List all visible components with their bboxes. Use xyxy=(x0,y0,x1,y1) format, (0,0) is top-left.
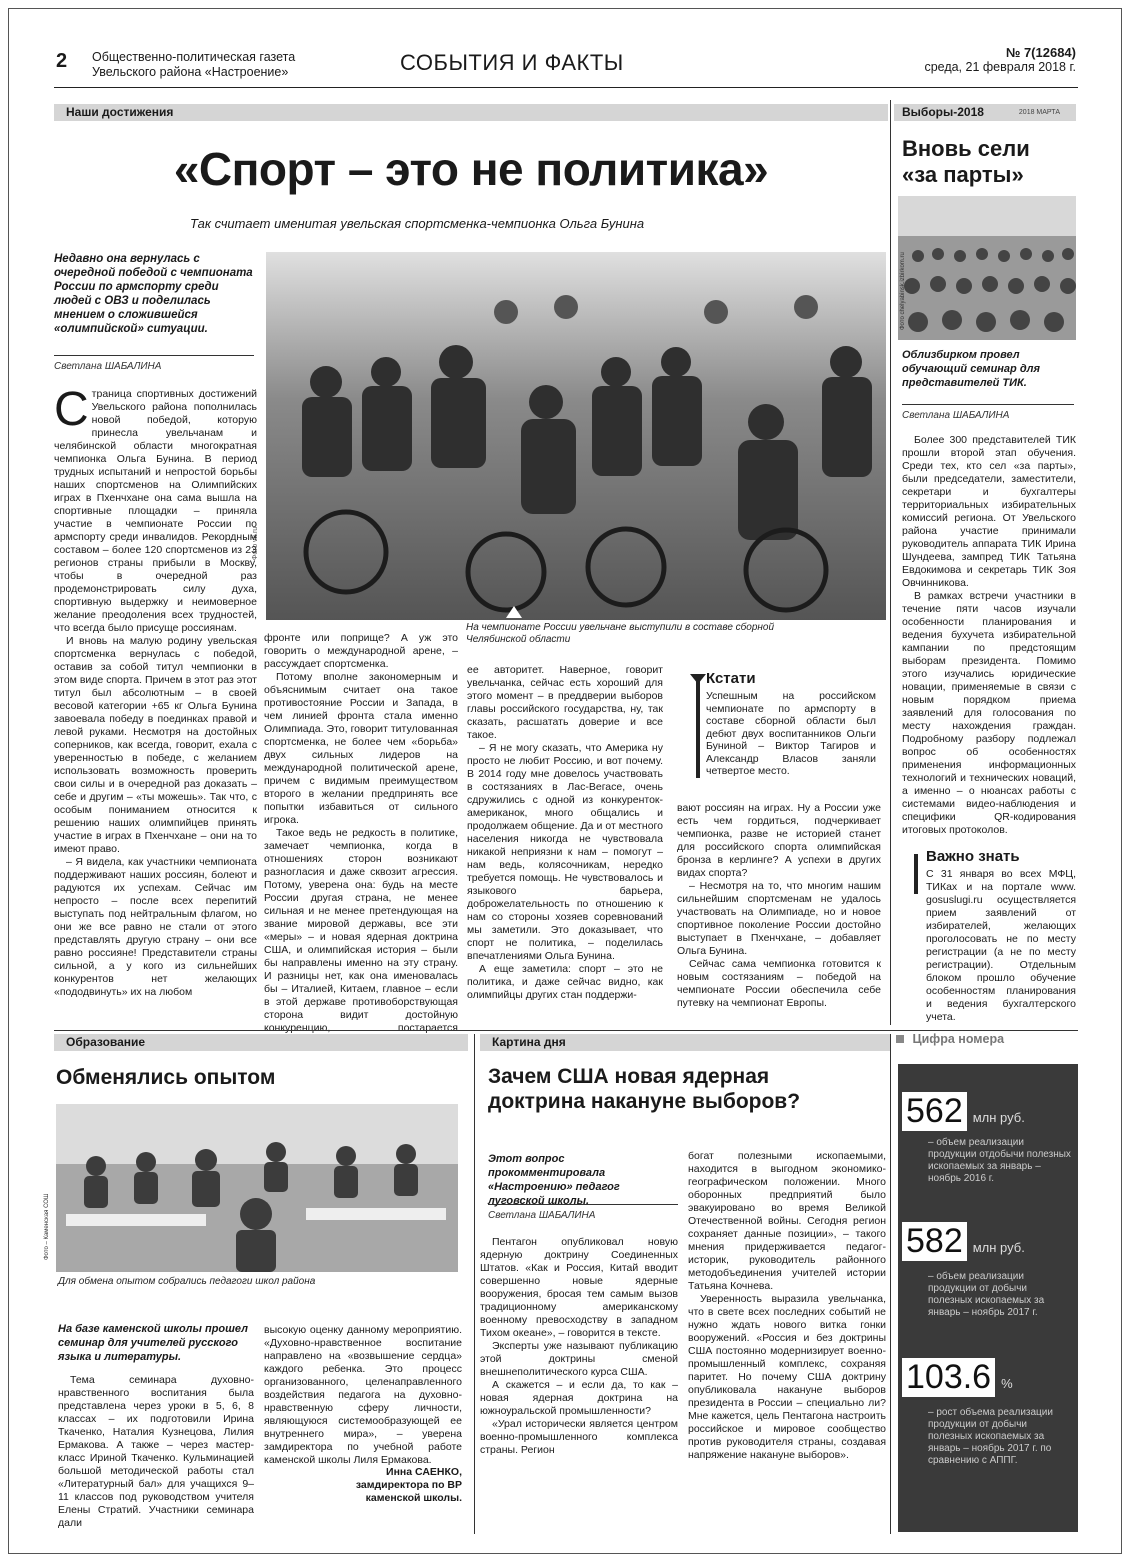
drop-cap: С xyxy=(54,383,89,436)
rubric-achievements: Наши достижения xyxy=(54,104,888,121)
stat-1-unit: млн руб. xyxy=(972,1110,1025,1125)
main-col-3 xyxy=(467,664,663,1002)
education-photo-credit: Фото – Каменская СОШ xyxy=(44,1193,50,1260)
figure-rubric-marker xyxy=(896,1035,904,1043)
elections-logo: 2018 МАРТА xyxy=(1018,109,1060,116)
important-text: С 31 января во всех МФЦ, ТИКах и на портале www. gosuslugi.ru осуществляется прием заявлений от избирателей, желающих проголосовать не по месту регистрации (а не по месту регистрации). Отдельным блоком прошло обучение особенностям планирования и ведения бухгалтерского учета. xyxy=(926,868,1076,1023)
picture-col1-p4: «Урал исторически является центром военно-промышленного комплекса страны. Регион xyxy=(480,1418,678,1456)
stat-1 xyxy=(902,1092,1074,1185)
issue-number: № 7(12684) xyxy=(1005,45,1076,60)
main-col3-p1: ее авторитет. Наверное, говорит увельчанка, сейчас есть хороший для этого момент – в преддверии выборов главы российского государства, ну, так сказать, расшатать доверие и все такое. xyxy=(467,664,663,741)
education-col1-p1: Тема семинара духовно-нравственного воспитания была представлена через уроки в 5, 6, 8 классах – их подготовили Ирина Ткаченко, Наталия Кузнецова, Лилия Ермакова. А также – через мастер-класс Ириной Ткаченко. Кульминацией большой методической работы стал «Литературный бал» для учащихся 9–11 классов под руководством учителя Елены Стратий. Участники семинара дали xyxy=(58,1374,254,1529)
kstati-box xyxy=(672,668,878,788)
picture-byline: Светлана ШАБАЛИНА xyxy=(488,1210,596,1221)
main-subhead: Так считает именитая увельская спортсменка-чемпионка Ольга Бунина xyxy=(190,216,645,231)
main-photo-caption: На чемпионате России увельчане выступили в составе сборной Челябинской области xyxy=(466,622,775,645)
paper-name-line1: Общественно-политическая газета xyxy=(92,50,296,64)
stat-3-desc: – рост объема реализации продукции от добычи полезных ископаемых за январь – ноябрь 2017 г. по сравнению с АППГ. xyxy=(928,1407,1053,1466)
main-col4-p2: – Несмотря на то, что многим нашим сильнейшим спортсменам не удалось участвовать на Олимпиаде, но и новое спортивное поколение России достойно выступает в Пхенчхане, – добавляет Ольга Бунина. xyxy=(677,880,881,957)
main-col-1 xyxy=(54,383,257,999)
main-col2-p3: Такое ведь не редкость в политике, замечает чемпионка, когда в отношениях сторон возникают разногласия и даже сквозит агрессия. Потому, уверена она: будь на месте России другая страна, не менее сильная и не менее претендующая на звание мировой державы, все эти «меры» – и новая ядерная доктрина США, и олимпийская история – были бы направлены именно на эту страну. И разницы нет, как она именовалась бы – Италией, Китаем, главное – если в этой державе противоборствующая сторона видит достойную конкуренцию, постарается xyxy=(264,827,458,1034)
main-col1-p1-text: траница спортивных достижений Увельского района пополнилась новой победой, которую принесла увельчанам и челябинской области многократная чемпионка Ольга Бунина. В период трудных испытаний и непростой борьбы наших спортсменов на Олимпийских играх в Пхенчхане она сама вышла на спортивные площадки – приняла участие в чемпионате России по армспорту среди инвалидов. Рекордным составом – более 120 спортсменов из 23 регионов страны прибыли в Москву, чтобы в очередной раз продемонстрировать силу духа, спортивную выдержку и неимоверное желание преодоления всех трудностей, что всегда было присуще россиянам. xyxy=(54,388,257,634)
education-col-2 xyxy=(264,1324,462,1467)
main-col2-p2: Потому вполне закономерным и объяснимым считает она такое противостояние России и Запада, в чем линией фронта стала именно Олимпиада. Это, говорит титулованная спортсменка, не более чем «борьба» двух сильных лидеров на международной политической арене, причем с видимым преимуществом второго в желании предпринять все попытки избавиться от сильного игрока. xyxy=(264,671,458,826)
kstati-title: Кстати xyxy=(706,670,756,687)
education-photo-caption: Для обмена опытом собрались педагоги школ района xyxy=(58,1276,316,1287)
rubric-elections-label: Выборы-2018 xyxy=(902,105,984,119)
picture-col1-p2: Эксперты уже называют публикацию этой доктрины сменой внешнеполитического курса США. xyxy=(480,1340,678,1378)
rubric-picture-of-day: Картина дня xyxy=(480,1034,890,1051)
rubric-figure xyxy=(896,1030,1078,1048)
stat-2 xyxy=(902,1222,1074,1319)
kstati-pointer-icon xyxy=(690,674,706,684)
kstati-bar xyxy=(696,678,700,778)
photo-seminar-hall xyxy=(898,196,1076,340)
stat-1-desc: – объем реализации продукции отдобычи полезных ископаемых за январь – ноябрь 2016 г. xyxy=(928,1137,1071,1184)
elections-photo xyxy=(898,196,1076,340)
elections-byline: Светлана ШАБАЛИНА xyxy=(902,410,1010,421)
picture-col-1 xyxy=(480,1236,678,1457)
important-box xyxy=(902,846,1078,1023)
stat-3-unit: % xyxy=(1001,1376,1013,1391)
stat-2-value: 582 xyxy=(902,1222,967,1261)
main-col3-p3: А еще заметила: спорт – это не политика, и даже сейчас видно, как олимпийцы других стан поддержи- xyxy=(467,963,663,1001)
picture-col-2 xyxy=(688,1150,886,1462)
kstati-text: Успешным на российском чемпионате по армспорту в составе сборной области был дебют двух воспитанников Ольги Буниной – Виктор Тагиров и Александр Власов заняли четвертое место. xyxy=(706,690,876,777)
important-bar xyxy=(914,854,918,894)
education-lead: На базе каменской школы прошел семинар для учителей русского языка и литературы. xyxy=(58,1323,249,1363)
education-headline: Обменялись опытом xyxy=(56,1066,276,1089)
main-col-2 xyxy=(264,632,458,1048)
issue-info xyxy=(900,45,1076,74)
main-byline: Светлана ШАБАЛИНА xyxy=(54,361,162,372)
issue-date: среда, 21 февраля 2018 г. xyxy=(924,60,1076,74)
elections-lead: Облизбирком провел обучающий семинар для представителей ТИК. xyxy=(902,349,1040,389)
picture-col2-p1: богат полезными ископаемыми, находится в выгодном экономико-географическом положении. Много оборонных предприятий было эвакуировано во время Великой Отечественной войны. Сегодня регион сохраняет данные позиции», – такого мнения придерживается педагог-историк, руководитель районного методобъединения учителей истории Татьяна Кочнева. xyxy=(688,1150,886,1292)
stat-2-desc: – объем реализации продукции от добычи полезных ископаемых за январь – ноябрь 2017 г. xyxy=(928,1271,1045,1318)
paper-name xyxy=(92,50,295,80)
main-col1-p2: И вновь на малую родину увельская спортсменка вернулась с победой, оставив за собой титул чемпионки в этом виде спорта. Причем в этот раз этот титул был абсолютным – в своей весовой категории +65 кг Ольга Бунина завоевала победу в поединках правой и левой руками. Несмотря на достойных соперников, как всегда, говорит, ехала с уверенностью в победе, с желанием использовать возможность проверить свои силы и в очередной раз доказать – себе и другим – «ты можешь». Так что, с особым пониманием относится к решению наших олимпийцев принять участие в играх в Пхенчхане – они на то имеют право. xyxy=(54,635,257,855)
rubric-education: Образование xyxy=(54,1034,468,1051)
elections-body-p1: Более 300 представителей ТИК прошли второй этап обучения. Среди тех, кто сел «за парты», были председатели, заместители, секретари и бухгалтеры территориальных избирательных комиссий региона. От Увельского района участие принимали руководитель аппарата ТИК Ирина Шундеева, зампред ТИК Татьяна Евдокимова и секретарь ТИК Зоя Овчинникова. xyxy=(902,434,1076,589)
picture-col2-p2: Уверенность выразила увельчанка, что в свете всех последних событий не нужно ждать нового витка гонки вооружений. «Россия и без доктрины США постоянно модернизирует военно-промышленный комплекс, сохраняя паритет. Но почему США доктрину опубликовала накануне выборов президента в России – специально ли? Мне кажется, цель Пентагона настроить российское и мировое сообщество против руководителя страны, создавая напряжение накануне выборов». xyxy=(688,1293,886,1461)
stat-1-value: 562 xyxy=(902,1092,967,1131)
picture-lead: Этот вопрос прокомментировала «Настроению» педагог луговской школы. xyxy=(488,1153,620,1207)
elections-headline-line1: Вновь сели xyxy=(902,136,1030,161)
main-lead: Недавно она вернулась с очередной победой с чемпионата России по армспорту среди людей с ОВЗ и поделилась мнением о сложившейся «олимпийской» ситуации. xyxy=(54,253,253,335)
picture-col1-p1: Пентагон опубликовал новую ядерную доктрину Соединенных Штатов. «Как и Россия, Китай вводит совершенно новые ядерные вооружения, бросая тем самым вызов традиционному американскому военному превосходству в западном Тихом океане», – говорится в тексте. xyxy=(480,1236,678,1339)
stat-3 xyxy=(902,1358,1074,1467)
stat-3-value: 103.6 xyxy=(902,1358,995,1397)
elections-headline-line2: «за парты» xyxy=(902,162,1024,187)
main-col4-p3: Сейчас сама чемпионка готовится к новым состязаниям – победой на чемпионате России обеспечила себе путевку на чемпионат Европы. xyxy=(677,958,881,1009)
photo-pointer-icon xyxy=(506,606,522,618)
education-signature xyxy=(318,1466,462,1505)
main-col1-p3: – Я видела, как участники чемпионата поддерживают наших россиян, болеют и радуются их успехам. Сейчас им непросто – после всех перепитий выступать под нейтральным флагом, но они же все равно не стали от этого представлять другую страну – они все равно россияне! Представители страны сильной, а у кого из сильнейших конкурентов нет желающих «пододвинуть» их на любом xyxy=(54,856,257,998)
rubric-elections xyxy=(894,104,1076,121)
picture-headline: Зачем США новая ядерная доктрина накануне выборов? xyxy=(488,1065,801,1113)
main-col2-p1: фронте или поприще? А уж это говорить о международной арене, – рассуждает спортсменка. xyxy=(264,632,458,670)
main-col4-p1: вают россиян на играх. Ну а России уже есть чем гордиться, подчеркивает чемпионка, разве не историей станет для российского спорта олимпийская бронза в керлинге? А успехи в других видах спорта? xyxy=(677,802,881,879)
figure-rubric-label: Цифра номера xyxy=(912,1032,1005,1046)
signature-role: замдиректора по ВР каменской школы. xyxy=(355,1479,462,1504)
main-photo xyxy=(266,252,886,620)
paper-name-line2: Увельского района «Настроение» xyxy=(92,65,289,79)
education-col-1 xyxy=(58,1374,254,1530)
picture-col1-p3: А скажется – и если да, то как – новая ядерная доктрина на южноуральской промышленности? xyxy=(480,1379,678,1417)
stat-2-unit: млн руб. xyxy=(972,1240,1025,1255)
section-title: СОБЫТИЯ И ФАКТЫ xyxy=(400,50,624,75)
elections-headline xyxy=(902,136,1030,188)
photo-teachers xyxy=(56,1104,458,1272)
important-title: Важно знать xyxy=(926,848,1020,865)
main-headline: «Спорт – это не политика» xyxy=(173,143,769,195)
education-col2-p1: высокую оценку данному мероприятию. «Духовно-нравственное воспитание направлено на «возвышение сердца» каждого ребенка. Это процесс организованного, целенаправленного воздействия педагога на духовно-нравственную сферу личности, являющуюся системообразующей ее внутреннего мира», – уверена замдиректора по учебной работе каменской школы Лиля Ермакова. xyxy=(264,1324,462,1466)
page-number: 2 xyxy=(56,50,68,72)
elections-body xyxy=(902,434,1076,837)
elections-photo-credit: Фото chelyabinsk.izbirkom.ru xyxy=(900,252,906,330)
main-col-4 xyxy=(677,802,881,1010)
main-photo-credit: Фото vk.ru xyxy=(252,526,259,560)
photo-athletes xyxy=(266,252,886,620)
signature-name: Инна САЕНКО, xyxy=(386,1466,462,1478)
main-col1-p1 xyxy=(54,383,257,635)
main-col3-p2: – Я не могу сказать, что Америка ну просто не любит Россию, и вот почему. В 2014 году мне довелось участвовать в состязаниях в Лас-Вегасе, очень сдружились с одной из конкуренток-американок, много общались и продолжаем общение. Да и от местного населения никогда не чувствовала никакой неприязни к нам – помогут – нам ведь, колясочникам, нередко требуется помощь. Не чувствовалось и языкового барьера, доброжелательность по отношению к нам со стороны хозяев соревнований мы заметили. Это доказывает, что спорт не политика, – поделилась впечатлениями Ольга Бунина. xyxy=(467,742,663,962)
elections-body-p2: В рамках встречи участники в течение пяти часов изучали особенности планирования и ведения бухучета избирательной кампании по предстоящим выборам президента. Помимо этого изучались юридические новации, применяемые в связи с новым порядком приема заявлений для голосования по месту нахождения граждан. Подробному разбору подлежал вопрос об особенностях применения информационных технологий и технических новаций, а именно – о нюансах работы с системами видео-наблюдения и специфики QR-кодирования итоговых протоколов. xyxy=(902,590,1076,836)
education-photo xyxy=(56,1104,458,1272)
